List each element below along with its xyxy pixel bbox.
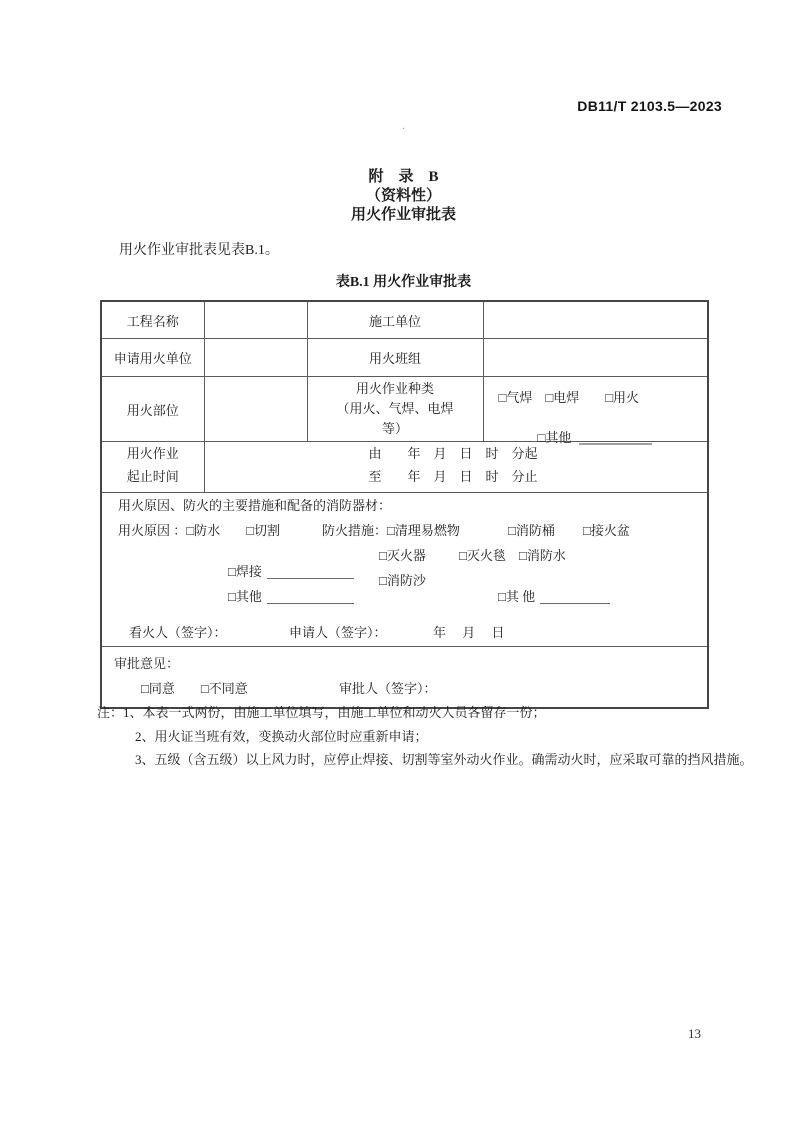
watcher-signature-label: 看火人（签字）： (129, 625, 227, 640)
table-row (101, 647, 708, 709)
reason-other-label: □其他 (228, 589, 262, 604)
reason-weld-label: □焊接 (228, 564, 262, 579)
reason-other-checkbox (189, 573, 354, 621)
intro-text: 用火作业审批表见表B.1。 (119, 243, 279, 258)
reason-checkboxes: 用火原因 ：□防水 □切割 (118, 523, 280, 538)
page-number: 13 (688, 1026, 701, 1041)
apply-unit-label: 申请用火单位 (101, 339, 204, 377)
fire-type-label-line2: （用火、气焊、电焊 (336, 401, 454, 416)
appendix-subtitle: （资料性） (365, 188, 441, 204)
time-from-line: 由 年 月 日 时 分起 (368, 446, 538, 461)
applicant-signature-label: 申请人（签字）： (289, 625, 387, 640)
measure-extinguisher-checkbox: □灭火器 (379, 548, 426, 563)
construction-unit-label: 施工单位 (307, 301, 483, 339)
table-row (101, 442, 708, 493)
section-title: 用火原因、防火的主要措施和配备的消防器材： (118, 498, 392, 513)
project-name-value-cell (204, 301, 307, 339)
fire-time-label (101, 442, 204, 493)
approval-title: 审批意见： (114, 656, 180, 671)
fire-type-label-line3: 等） (381, 421, 408, 436)
fire-type-checkboxes: □气焊 □电焊 □用火 (498, 390, 640, 405)
measure-basin-checkbox: □接火盆 (583, 523, 630, 538)
reason-measures-cell (101, 493, 708, 647)
construction-unit-value-cell (483, 301, 708, 339)
project-name-label: 工程名称 (101, 301, 204, 339)
approver-signature-label: 审批人（签字）： (339, 681, 437, 696)
approval-form-table (100, 300, 709, 709)
appendix-heading: 用火作业审批表 (350, 207, 456, 223)
approval-form (100, 300, 707, 709)
fire-time-value-cell (204, 442, 708, 493)
measure-other-label: □其 他 (498, 589, 536, 604)
appendix-title: 附 录 B (368, 169, 439, 185)
measure-sand-checkbox: □消防沙 (379, 573, 426, 588)
fire-time-label-line1: 用火作业 (126, 446, 179, 461)
apply-unit-value-cell (204, 339, 307, 377)
signature-date: 年 月 日 (433, 625, 505, 640)
table-row (101, 493, 708, 647)
fire-type-options-cell (483, 377, 708, 445)
measure-other-checkbox (459, 573, 610, 621)
fire-location-value-cell (204, 377, 307, 442)
standard-code: DB11/T 2103.5—2023 (577, 98, 722, 114)
approval-option-checkboxes: □同意 □不同意 (141, 681, 248, 696)
table-caption: 表B.1 用火作业审批表 (335, 275, 472, 290)
table-row (101, 377, 708, 442)
approval-cell (101, 647, 708, 709)
fire-location-label: 用火部位 (101, 377, 204, 442)
fire-time-label-line2: 起止时间 (126, 469, 179, 484)
fire-type-label (307, 377, 483, 442)
note-line-3: 3、五级（含五级）以上风力时，应停止焊接、切割等室外动火作业。确需动火时，应采取可靠的挡风措施。 (135, 752, 753, 767)
scan-artifact-dot: · (402, 124, 406, 135)
blank-line (540, 591, 610, 604)
fire-type-label-line1: 用火作业种类 (355, 381, 434, 396)
time-to-line: 至 年 月 日 时 分止 (368, 469, 538, 484)
note-line-1: 注：1、本表一式两份，由施工单位填写，由施工单位和动火人员各留存一份； (97, 705, 546, 720)
note-line-2: 2、用火证当班有效，变换动火部位时应重新申请； (135, 729, 428, 744)
measure-blanket-checkbox: □灭火毯 (459, 548, 506, 563)
measure-bucket-checkbox: □消防桶 (508, 523, 555, 538)
table-row (101, 339, 708, 377)
measures-checkbox-clear: 防火措施：□清理易燃物 (322, 523, 460, 538)
fire-team-label: 用火班组 (307, 339, 483, 377)
measure-water-checkbox: □消防水 (519, 548, 566, 563)
blank-line (267, 591, 354, 604)
fire-type-other-label: □其他 (537, 430, 572, 445)
table-row (101, 301, 708, 339)
fire-team-value-cell (483, 339, 708, 377)
